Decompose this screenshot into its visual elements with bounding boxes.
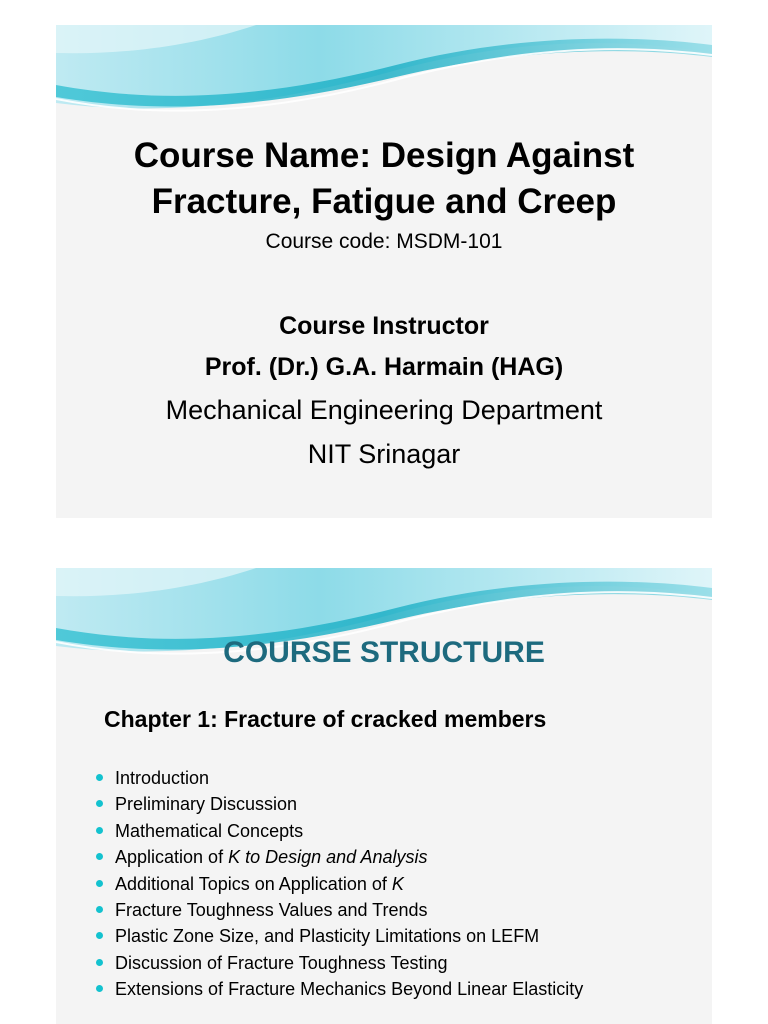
- instructor-name: Prof. (Dr.) G.A. Harmain (HAG): [204, 353, 564, 381]
- topic-item: [94, 844, 583, 870]
- bullet-dot-icon: [96, 800, 103, 807]
- wave-header-decoration: [56, 25, 712, 135]
- course-structure-slide: [56, 568, 712, 1024]
- bullet-dot-icon: [96, 880, 103, 887]
- topic-item: [94, 976, 583, 1002]
- topic-text: Discussion of Fracture Toughness Testing: [115, 952, 448, 973]
- bullet-dot-icon: [96, 932, 103, 939]
- topic-item: [94, 765, 583, 791]
- title-line-2: Fracture, Fatigue and Creep: [151, 182, 617, 221]
- topic-text: Additional Topics on Application of: [115, 873, 392, 894]
- topic-text: Plastic Zone Size, and Plasticity Limitations on LEFM: [115, 926, 540, 947]
- topic-text: Fracture Toughness Values and Trends: [115, 900, 428, 921]
- topic-item: [94, 818, 583, 844]
- topic-italic-text: K: [391, 873, 404, 894]
- bullet-dot-icon: [96, 906, 103, 913]
- topic-text: Mathematical Concepts: [115, 820, 304, 841]
- department-name: Mechanical Engineering Department: [165, 395, 603, 425]
- institute-name: NIT Srinagar: [307, 439, 461, 469]
- topic-text: Application of: [115, 847, 229, 868]
- bullet-dot-icon: [96, 827, 103, 834]
- bullet-dot-icon: [96, 774, 103, 781]
- topic-item: [94, 897, 583, 923]
- course-name-title: [56, 133, 712, 225]
- slide-title: COURSE STRUCTURE: [223, 636, 545, 669]
- topic-item: [94, 923, 583, 949]
- bullet-dot-icon: [96, 985, 103, 992]
- topic-text: Introduction: [115, 768, 210, 788]
- topic-text: Preliminary Discussion: [115, 794, 298, 815]
- chapter-heading: Chapter 1: Fracture of cracked members: [104, 706, 547, 732]
- topic-item: [94, 791, 583, 817]
- topic-item: [94, 871, 583, 897]
- title-line-1: Course Name: Design Against: [133, 136, 635, 175]
- topic-list: [94, 765, 583, 1003]
- instructor-heading: Course Instructor: [279, 312, 489, 340]
- topic-italic-text: K to Design and Analysis: [228, 847, 428, 868]
- topic-item: [94, 950, 583, 976]
- bullet-dot-icon: [96, 853, 103, 860]
- bullet-dot-icon: [96, 959, 103, 966]
- course-code: Course code: MSDM-101: [265, 230, 503, 253]
- title-slide: [56, 25, 712, 518]
- topic-text: Extensions of Fracture Mechanics Beyond Linear Elasticity: [115, 979, 584, 1000]
